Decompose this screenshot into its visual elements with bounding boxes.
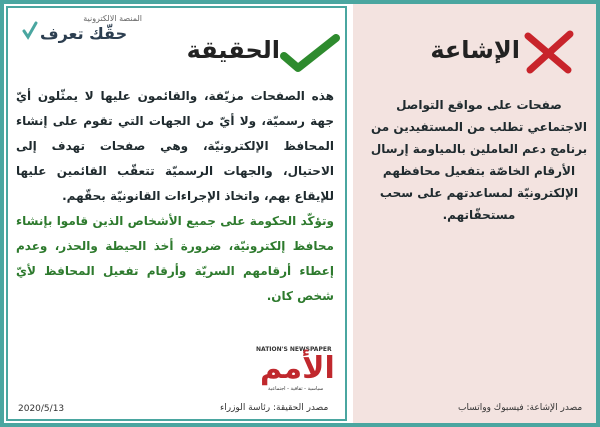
truth-title: الحقيقة [186,36,280,64]
newspaper-logo [256,346,338,396]
x-icon [520,30,576,74]
truth-paragraph: هذه الصفحات مزيّفة، والقائمون عليها لا يمثّلون أيّ جهة رسميّة، ولا أيّ من الجهات التي تقوم على إنشاء المحافظ الإلكترونيّة، وهي صفحات تهدف إلى الاحتيال، والجهات الرسميّة تتعقّب القائمين عليها للإيقاع بهم، واتخاذ الإجراءات القانونيّة بحقّهم. [16,89,334,203]
platform-logo [22,14,142,44]
newspaper-subtitle: NATION'S NEWSPAPER [256,346,332,353]
rumor-source: مصدر الإشاعة: فيسبوك وواتساب [458,403,583,413]
truth-heading [150,34,340,74]
rumor-body: صفحات على مواقع التواصل الاجتماعي تطلب من المستفيدين من برنامج دعم العاملين بالمياومة إرسال الأرقام الخاصّة بتفعيل محافظهم الإلكترونيّة لمساعدتهم على سحب مستحقّاتهم. [370,98,588,222]
truth-source: مصدر الحقيقة: رئاسة الوزراء [220,403,329,413]
truth-body [16,84,334,309]
newspaper-tagline: سياسية - ثقافية - اجتماعية [268,386,324,392]
logo-check-icon [22,21,38,41]
date: 2020/5/13 [18,404,65,414]
rumor-heading [418,30,578,74]
rumor-title: الإشاعة [430,36,520,64]
truth-paragraph-highlight: وتؤكّد الحكومة على جميع الأشخاص الذين قاموا بإنشاء محافظ إلكترونيّة، ضرورة أخذ الحيطة والحذر، وعدم إعطاء أرقامهم السريّة وأرقام تفعيل المحافظ لأيّ شخص كان. [16,214,334,303]
platform-logo-caption: المنصة الالكترونية [83,14,142,23]
platform-logo-name: حقّك تعرف [40,24,128,43]
newspaper-name: الأمم [260,351,335,386]
check-icon [278,34,340,74]
